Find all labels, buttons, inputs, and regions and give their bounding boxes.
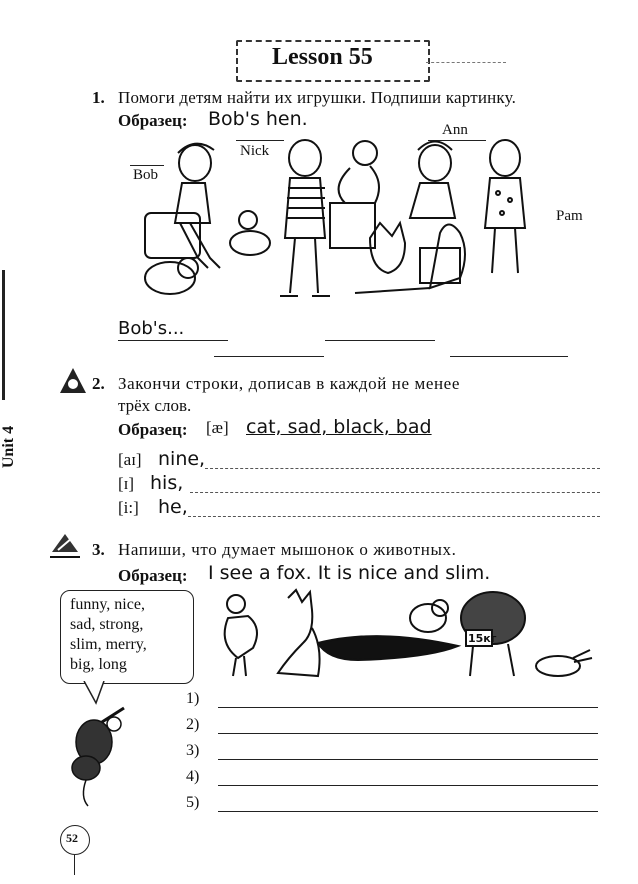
name-label-ann: Ann [442,122,468,138]
task3-sample-text: I see a fox. It is nice and slim. [208,562,491,584]
unit-label: Unit 4 [0,425,18,469]
task2-row-1-sound: [aɪ] [118,450,142,469]
answer-line-2[interactable] [218,733,598,734]
lesson-title: Lesson 55 [272,44,373,70]
answer-number-3: 3) [186,742,200,759]
task2-row-3-line[interactable] [188,516,600,517]
answer-line-5[interactable] [218,811,598,812]
task1-instruction: Помоги детям найти их игрушки. Подпиши картинку. [118,88,517,107]
task2-row-3-sound: [i:] [118,498,139,517]
dog-weight-label: 15кг [468,632,497,645]
side-bar [2,270,5,400]
answer-number-1: 1) [186,690,200,707]
task2-instruction-line1: Закончи строки, дописав в каждой не менее [118,374,460,393]
bubble-line-3: slim, merry, [70,636,147,653]
task1-sample-label: Образец: [118,111,188,130]
task1-sample-text: Bob's hen. [208,108,308,130]
name-label-pam: Pam [556,208,583,224]
answer-line-1[interactable] [218,707,598,708]
task2-row-1-word: nine, [158,448,206,470]
task1-answer-line-3[interactable] [214,356,324,357]
task3-number: 3. [92,540,105,559]
name-label-nick: Nick [240,143,270,159]
bubble-line-2: sad, strong, [70,616,144,633]
children-toys-illustration [130,128,550,318]
bubble-line-4: big, long [70,656,127,673]
task1-answer-line-1[interactable] [118,340,228,341]
answer-line-4[interactable] [218,785,598,786]
task1-answer-prefix: Bob's... [118,318,185,339]
task3-sample-label: Образец: [118,566,188,585]
animals-illustration [218,588,598,688]
page-number-stem [74,855,75,875]
answer-number-2: 2) [186,716,200,733]
task2-sample-words: cat, sad, black, bad [246,416,432,438]
task3-instruction: Напиши, что думает мышонок о животных. [118,540,457,559]
task2-sample-label: Образец: [118,420,188,439]
task1-answer-line-4[interactable] [450,356,568,357]
task2-instruction-line2: трёх слов. [118,396,192,415]
task1-answer-line-2[interactable] [325,340,435,341]
answer-line-3[interactable] [218,759,598,760]
answer-number-4: 4) [186,768,200,785]
task2-row-2-sound: [ɪ] [118,474,135,493]
task2-row-3-word: he, [158,496,188,518]
page-number: 52 [66,831,78,845]
pen-writing-icon [48,530,82,560]
bubble-line-1: funny, nice, [70,596,145,613]
task2-sample-sound: [æ] [206,418,229,437]
answer-number-5: 5) [186,794,200,811]
name-label-bob: Bob [133,167,159,183]
task1-number: 1. [92,88,105,107]
banner-scribble [426,62,506,63]
task2-row-2-word: his, [150,472,184,494]
task2-row-1-line[interactable] [205,468,600,469]
cat-triangle-icon [58,366,88,396]
task2-number: 2. [92,374,105,393]
mouse-illustration [62,702,142,812]
task2-row-2-line[interactable] [190,492,600,493]
